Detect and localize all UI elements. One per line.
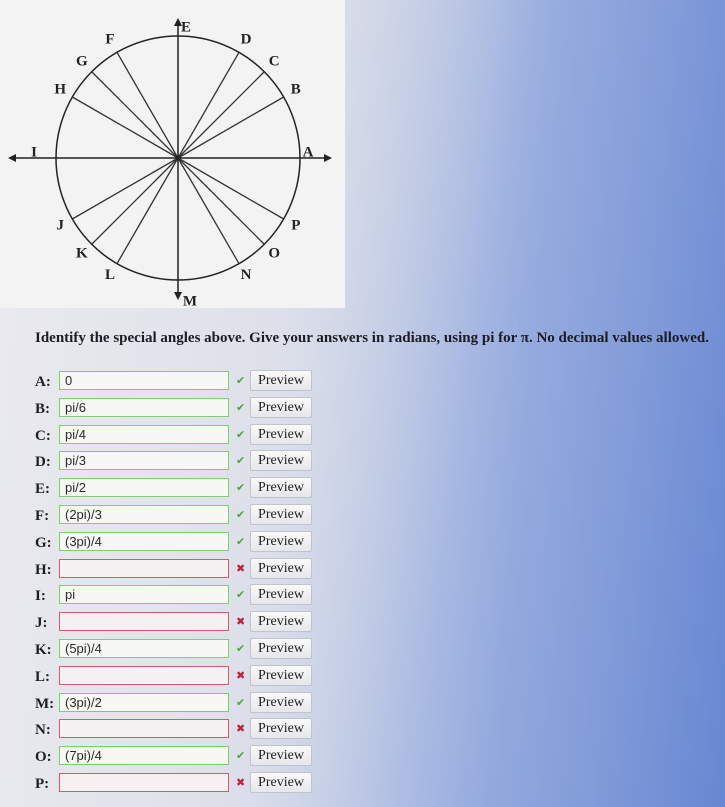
answer-input[interactable]: (3pi)/4 (59, 532, 229, 551)
answer-row-l (35, 664, 304, 691)
answer-input[interactable]: (3pi)/2 (59, 693, 229, 712)
answer-input[interactable]: pi/6 (59, 398, 229, 417)
radius-line-g (92, 72, 178, 158)
answer-input[interactable]: pi/3 (59, 451, 229, 470)
preview-button[interactable]: Preview (250, 370, 312, 391)
check-icon: ✔ (236, 454, 246, 468)
answer-row-j (35, 610, 304, 637)
radius-line-k (92, 158, 178, 244)
answer-label: K: (35, 641, 52, 658)
answer-row-e (35, 476, 304, 503)
point-label-k: K (75, 245, 88, 262)
point-label-i: I (31, 144, 37, 161)
answer-row-d (35, 449, 304, 476)
check-icon: ✔ (236, 427, 246, 441)
answer-label: H: (35, 561, 52, 578)
instructions-text: Identify the special angles above. Give your answers in radians, using pi for π. No decimal values allowed. (35, 330, 709, 346)
preview-button[interactable]: Preview (250, 692, 312, 713)
x-icon: ✖ (236, 561, 246, 575)
answer-label: E: (35, 481, 50, 498)
x-axis-arrow-left (8, 154, 16, 162)
radius-line-b (178, 97, 284, 158)
radius-line-n (178, 158, 239, 264)
answer-label: D: (35, 454, 51, 471)
point-label-f: F (105, 31, 115, 48)
answer-input[interactable]: pi/4 (59, 425, 229, 444)
answer-row-k (35, 637, 304, 664)
answer-label: I: (35, 588, 46, 605)
radius-line-c (178, 72, 264, 158)
x-icon: ✖ (236, 722, 246, 736)
answer-input[interactable] (59, 666, 229, 685)
point-label-g: G (75, 53, 88, 70)
check-icon: ✔ (236, 534, 246, 548)
check-icon: ✔ (236, 481, 246, 495)
answer-input[interactable] (59, 559, 229, 578)
x-axis-arrow-right (324, 154, 332, 162)
answer-label: L: (35, 668, 50, 685)
point-label-h: H (54, 81, 67, 98)
preview-button[interactable]: Preview (250, 477, 312, 498)
point-label-n: N (240, 267, 252, 284)
answer-input[interactable]: pi (59, 585, 229, 604)
answer-input[interactable] (59, 612, 229, 631)
answer-label: F: (35, 507, 50, 524)
answer-row-a (35, 369, 304, 396)
answer-row-c (35, 423, 304, 450)
point-label-c: C (268, 53, 280, 70)
answer-row-g (35, 530, 304, 557)
point-label-j: J (56, 217, 64, 234)
preview-button[interactable]: Preview (250, 772, 312, 793)
radius-line-l (117, 158, 178, 264)
answer-label: A: (35, 374, 51, 390)
point-label-p: P (291, 217, 301, 234)
answer-label: O: (35, 749, 52, 766)
answer-input[interactable] (59, 773, 229, 792)
check-icon: ✔ (236, 588, 246, 602)
answer-row-f (35, 503, 304, 530)
preview-button[interactable]: Preview (250, 450, 312, 471)
answer-input[interactable]: pi/2 (59, 478, 229, 497)
radius-line-h (72, 97, 178, 158)
answer-row-b (35, 396, 304, 423)
preview-button[interactable]: Preview (250, 665, 312, 686)
x-icon: ✖ (236, 775, 246, 789)
answer-label: N: (35, 722, 51, 739)
check-icon: ✔ (236, 400, 246, 414)
answer-label: G: (35, 534, 52, 551)
unit-circle-svg (0, 0, 345, 308)
preview-button[interactable]: Preview (250, 745, 312, 766)
x-icon: ✖ (236, 668, 246, 682)
answer-label: C: (35, 427, 51, 444)
unit-circle-diagram (0, 0, 345, 308)
preview-button[interactable]: Preview (250, 531, 312, 552)
x-icon: ✖ (236, 615, 246, 629)
radius-line-f (117, 52, 178, 158)
point-label-o: O (268, 245, 281, 262)
check-icon: ✔ (236, 749, 246, 763)
answer-input[interactable]: (7pi)/4 (59, 746, 229, 765)
answer-row-i (35, 583, 304, 610)
point-label-l: L (104, 267, 116, 284)
answer-list (35, 369, 304, 798)
preview-button[interactable]: Preview (250, 584, 312, 605)
check-icon: ✔ (236, 641, 246, 655)
answer-row-h (35, 557, 304, 584)
radius-line-j (72, 158, 178, 219)
answer-input[interactable]: (5pi)/4 (59, 639, 229, 658)
answer-label: P: (35, 775, 50, 792)
answer-row-m (35, 691, 304, 718)
point-label-d: D (240, 31, 252, 48)
preview-button[interactable]: Preview (250, 638, 312, 659)
answer-label: J: (35, 615, 48, 632)
point-label-e: E (180, 19, 192, 36)
answer-input[interactable]: 0 (59, 371, 229, 390)
point-label-m: M (182, 293, 198, 308)
answer-input[interactable] (59, 719, 229, 738)
radius-line-p (178, 158, 284, 219)
origin-point (176, 156, 181, 161)
point-label-b: B (290, 81, 301, 98)
check-icon: ✔ (236, 374, 246, 387)
preview-button[interactable]: Preview (250, 397, 312, 418)
preview-button[interactable]: Preview (250, 611, 312, 632)
answer-row-n (35, 717, 304, 744)
answer-label: B: (35, 400, 50, 417)
answer-label: M: (35, 695, 55, 712)
preview-button[interactable]: Preview (250, 718, 312, 739)
answer-input[interactable]: (2pi)/3 (59, 505, 229, 524)
preview-button[interactable]: Preview (250, 558, 312, 579)
check-icon: ✔ (236, 695, 246, 709)
preview-button[interactable]: Preview (250, 504, 312, 525)
point-label-a: A (302, 144, 314, 161)
y-axis-arrow-down (174, 292, 182, 300)
answer-row-p (35, 771, 304, 798)
preview-button[interactable]: Preview (250, 424, 312, 445)
radius-line-d (178, 52, 239, 158)
answer-row-o (35, 744, 304, 771)
check-icon: ✔ (236, 507, 246, 521)
radius-line-o (178, 158, 264, 244)
